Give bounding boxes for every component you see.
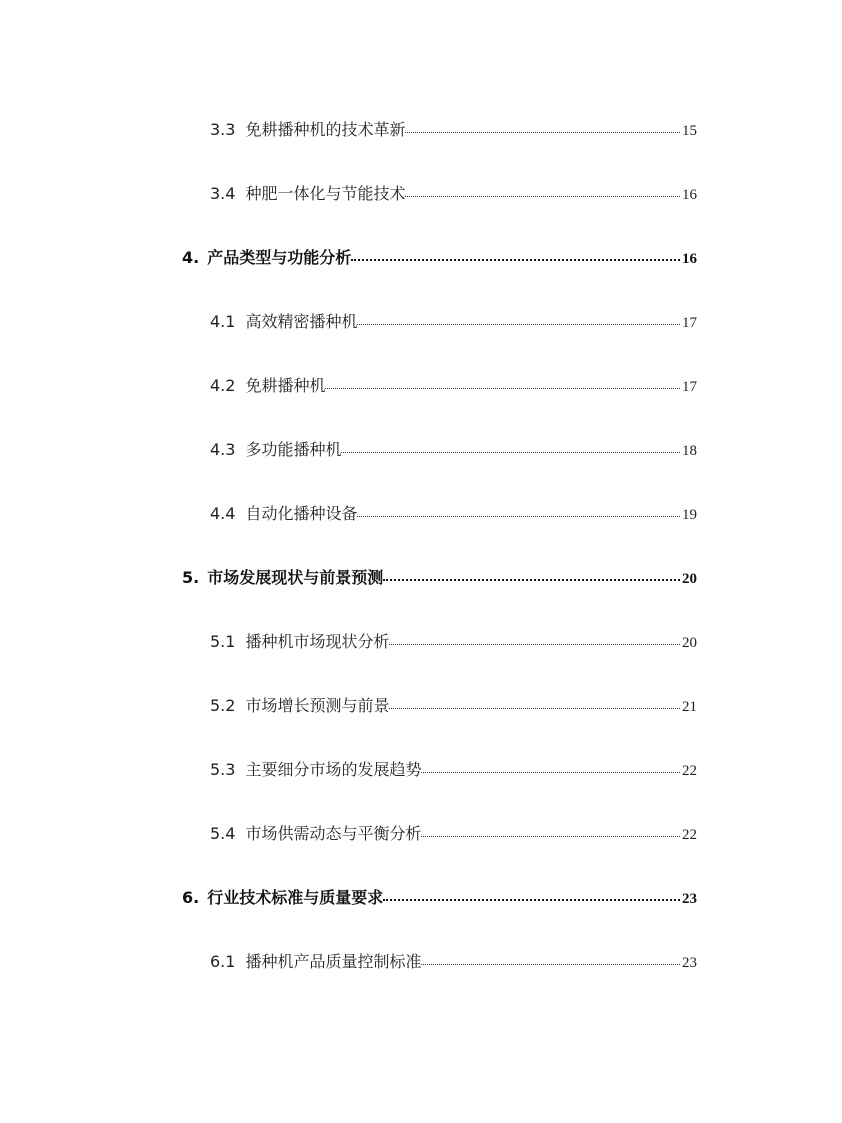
toc-dot-leader: [383, 579, 680, 581]
toc-entry-title: 自动化播种设备: [245, 504, 358, 523]
toc-dot-leader: [357, 516, 680, 517]
toc-dot-leader: [389, 644, 680, 645]
toc-entry-number: 5.2: [210, 696, 236, 715]
toc-entry[interactable]: [210, 499, 697, 529]
toc-entry-number: 5.1: [210, 632, 236, 651]
toc-dot-leader: [421, 836, 680, 837]
toc-entry-title: 种肥一体化与节能技术: [245, 184, 406, 203]
toc-dot-leader: [405, 196, 680, 197]
toc-entry[interactable]: [210, 819, 697, 849]
toc-entry-number: 4.2: [210, 376, 236, 395]
toc-entry[interactable]: [210, 179, 697, 209]
toc-entry[interactable]: [210, 371, 697, 401]
toc-entry-page: 23: [682, 891, 697, 907]
toc-entry-title: 播种机产品质量控制标准: [245, 952, 422, 971]
toc-dot-leader: [405, 132, 680, 133]
toc-entry-title: 多功能播种机: [245, 440, 342, 459]
toc-entry-title: 免耕播种机的技术革新: [245, 120, 406, 139]
toc-entry[interactable]: [210, 435, 697, 465]
toc-entry-title: 市场发展现状与前景预测: [207, 568, 384, 587]
toc-entry-title: 产品类型与功能分析: [207, 248, 352, 267]
toc-entry-number: 5.3: [210, 760, 236, 779]
toc-entry-page: 16: [682, 251, 697, 267]
toc-entry[interactable]: [210, 115, 697, 145]
toc-dot-leader: [325, 388, 680, 389]
toc-entry-title: 高效精密播种机: [245, 312, 358, 331]
toc-dot-leader: [351, 259, 680, 261]
toc-entry-number: 3.3: [210, 120, 236, 139]
toc-dot-leader: [389, 708, 680, 709]
toc-entry[interactable]: [210, 627, 697, 657]
toc-chapter-entry[interactable]: [182, 883, 697, 913]
toc-entry-number: 5.4: [210, 824, 236, 843]
toc-entry-title: 主要细分市场的发展趋势: [245, 760, 422, 779]
toc-entry-number: 6.: [182, 888, 200, 907]
toc-entry-page: 21: [682, 699, 697, 715]
toc-entry-page: 22: [682, 827, 697, 843]
toc-dot-leader: [421, 964, 680, 965]
toc-entry-page: 20: [682, 635, 697, 651]
toc-entry[interactable]: [210, 691, 697, 721]
toc-entry-page: 19: [682, 507, 697, 523]
toc-entry-page: 23: [682, 955, 697, 971]
toc-dot-leader: [357, 324, 680, 325]
toc-entry-number: 4.3: [210, 440, 236, 459]
toc-entry-page: 20: [682, 571, 697, 587]
toc-entry-title: 行业技术标准与质量要求: [207, 888, 384, 907]
toc-entry-page: 18: [682, 443, 697, 459]
toc-chapter-entry[interactable]: [182, 563, 697, 593]
toc-entry[interactable]: [210, 307, 697, 337]
toc-chapter-entry[interactable]: [182, 243, 697, 273]
toc-entry-number: 5.: [182, 568, 200, 587]
toc-entry-title: 市场供需动态与平衡分析: [245, 824, 422, 843]
toc-entry-page: 17: [682, 379, 697, 395]
toc-dot-leader: [383, 899, 680, 901]
toc-dot-leader: [421, 772, 680, 773]
toc-entry-number: 3.4: [210, 184, 236, 203]
toc-entry-page: 16: [682, 187, 697, 203]
toc-entry-number: 4.1: [210, 312, 236, 331]
toc-entry-title: 市场增长预测与前景: [245, 696, 390, 715]
toc-entry-title: 免耕播种机: [245, 376, 326, 395]
toc-entry-page: 15: [682, 123, 697, 139]
toc-dot-leader: [341, 452, 680, 453]
toc-entry[interactable]: [210, 947, 697, 977]
toc-entry[interactable]: [210, 755, 697, 785]
toc-entry-page: 17: [682, 315, 697, 331]
toc-entry-number: 4.4: [210, 504, 236, 523]
toc-entry-title: 播种机市场现状分析: [245, 632, 390, 651]
toc-entry-number: 4.: [182, 248, 200, 267]
toc-entry-page: 22: [682, 763, 697, 779]
toc-entry-number: 6.1: [210, 952, 236, 971]
